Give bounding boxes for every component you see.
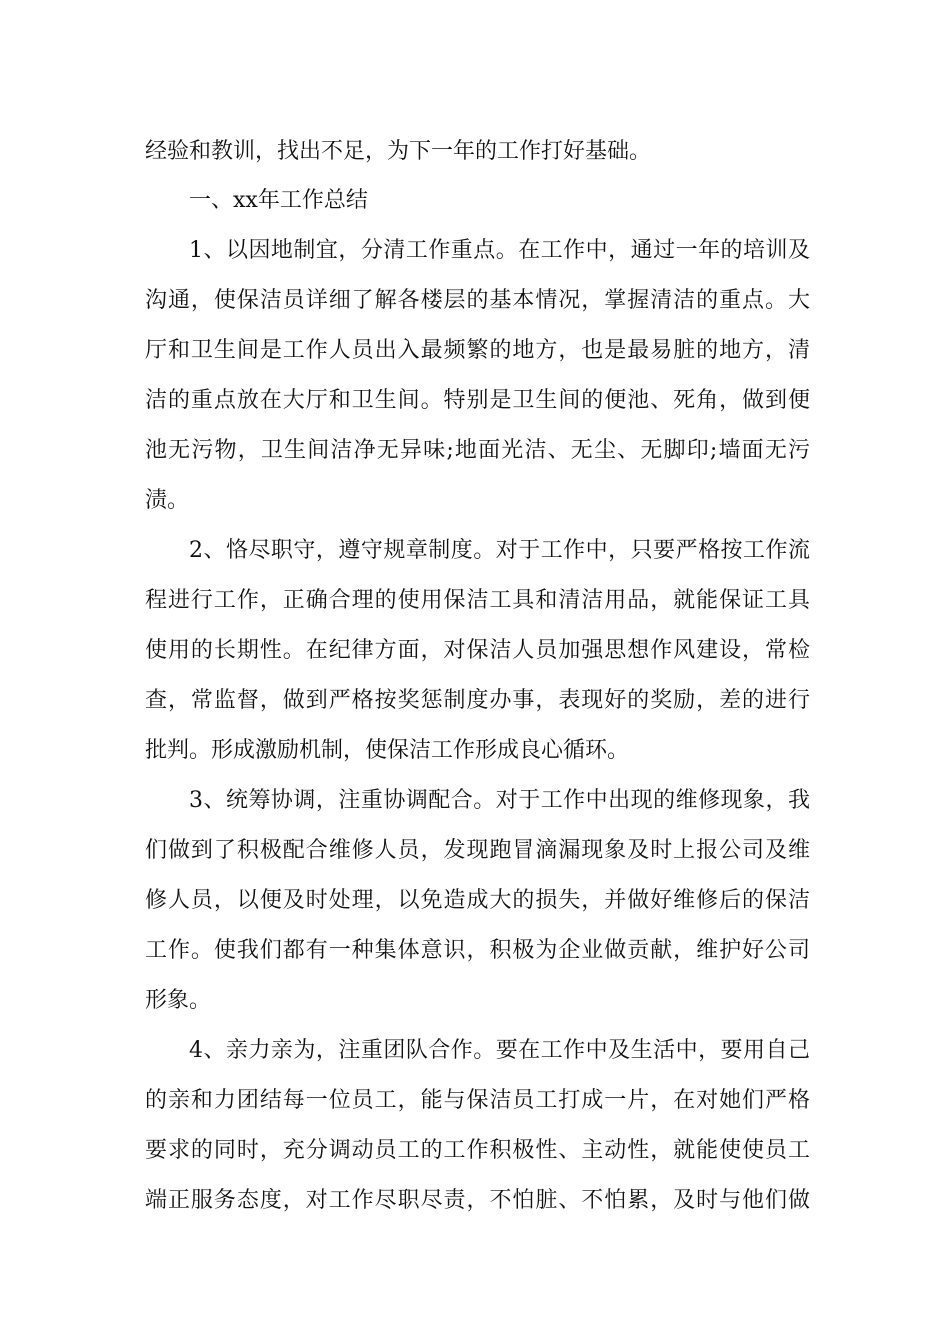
paragraph-1-line-2: 沟通，使保洁员详细了解各楼层的基本情况，掌握清洁的重点。大 [145, 288, 810, 313]
paragraph-2-line-4: 查，常监督，做到严格按奖惩制度办事，表现好的奖励，差的进行 [145, 688, 810, 713]
paragraph-3-line-3: 修人员，以便及时处理，以免造成大的损失，并做好维修后的保洁 [145, 888, 810, 913]
paragraph-1-line-5: 池无污物，卫生间洁净无异味;地面光洁、无尘、无脚印;墙面无污 [145, 438, 810, 463]
paragraph-4-line-1: 4、亲力亲为，注重团队合作。要在工作中及生活中，要用自己 [189, 1038, 810, 1063]
paragraph-1-line-3: 厅和卫生间是工作人员出入最频繁的地方，也是最易脏的地方，清 [145, 338, 810, 363]
paragraph-4-line-4: 端正服务态度，对工作尽职尽责，不怕脏、不怕累，及时与他们做 [145, 1188, 810, 1213]
paragraph-4-line-2: 的亲和力团结每一位员工，能与保洁员工打成一片，在对她们严格 [145, 1088, 810, 1113]
paragraph-3-line-1: 3、统筹协调，注重协调配合。对于工作中出现的维修现象，我 [189, 788, 810, 813]
paragraph-3-line-5: 形象。 [145, 988, 212, 1013]
paragraph-3-line-4: 工作。使我们都有一种集体意识，积极为企业做贡献，维护好公司 [145, 938, 810, 963]
text-line-1: 经验和教训，找出不足，为下一年的工作打好基础。 [145, 139, 652, 164]
paragraph-2-line-5: 批判。形成激励机制，使保洁工作形成良心循环。 [145, 738, 630, 763]
paragraph-1-line-4: 洁的重点放在大厅和卫生间。特别是卫生间的便池、死角，做到便 [145, 388, 810, 413]
paragraph-2-line-1: 2、恪尽职守，遵守规章制度。对于工作中，只要严格按工作流 [189, 538, 810, 563]
paragraph-2-line-2: 程进行工作，正确合理的使用保洁工具和清洁用品，就能保证工具 [145, 588, 810, 613]
paragraph-1-line-6: 渍。 [145, 488, 190, 513]
section-heading: 一、xx年工作总结 [189, 188, 368, 213]
paragraph-2-line-3: 使用的长期性。在纪律方面，对保洁人员加强思想作风建设，常检 [145, 638, 810, 663]
paragraph-3-line-2: 们做到了积极配合维修人员，发现跑冒滴漏现象及时上报公司及维 [145, 838, 810, 863]
paragraph-4-line-3: 要求的同时，充分调动员工的工作积极性、主动性，就能使使员工 [145, 1138, 810, 1163]
paragraph-1-line-1: 1、以因地制宜，分清工作重点。在工作中，通过一年的培训及 [189, 238, 810, 263]
